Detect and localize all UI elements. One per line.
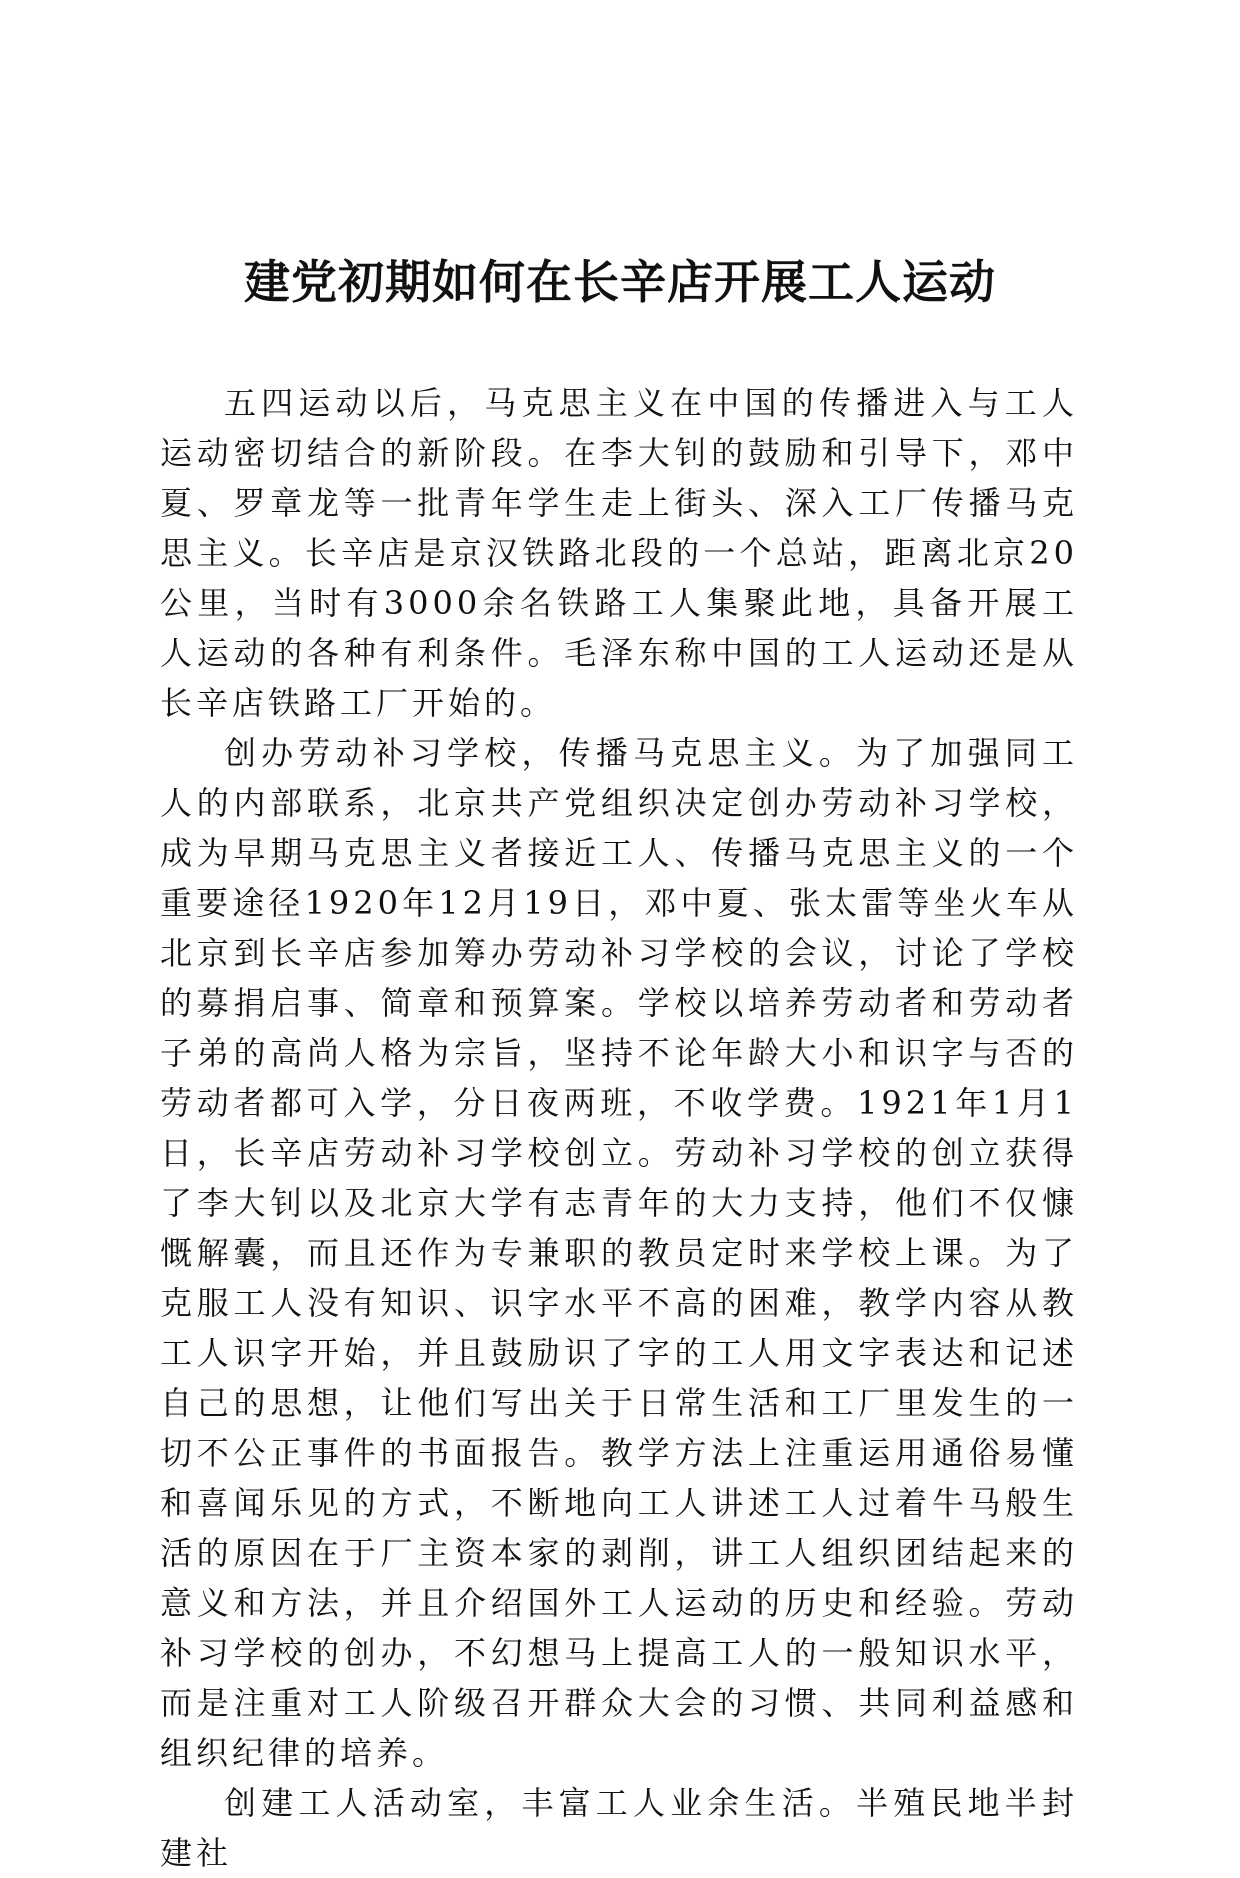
paragraph-labor-school: 创办劳动补习学校，传播马克思主义。为了加强同工人的内部联系，北京共产党组织决定创办劳动补习学校，成为早期马克思主义者接近工人、传播马克思主义的一个重要途径1920年12月19日，邓中夏、张太雷等坐火车从北京到长辛店参加筹办劳动补习学校的会议，讨论了学校的募捐启事、简章和预算案。学校以培养劳动者和劳动者子弟的高尚人格为宗旨，坚持不论年龄大小和识字与否的劳动者都可入学，分日夜两班，不收学费。1921年1月1日，长辛店劳动补习学校创立。劳动补习学校的创立获得了李大钊以及北京大学有志青年的大力支持，他们不仅慷慨解囊，而且还作为专兼职的教员定时来学校上课。为了克服工人没有知识、识字水平不高的困难，教学内容从教工人识字开始，并且鼓励识了字的工人用文字表达和记述自己的思想，让他们写出关于日常生活和工厂里发生的一切不公正事件的书面报告。教学方法上注重运用通俗易懂和喜闻乐见的方式，不断地向工人讲述工人过着牛马般生活的原因在于厂主资本家的剥削，讲工人组织团结起来的意义和方法，并且介绍国外工人运动的历史和经验。劳动补习学校的创办，不幻想马上提高工人的一般知识水平，而是注重对工人阶级召开群众大会的习惯、共同利益感和组织纪律的培养。 [160, 734, 1078, 1772]
document-body [160, 378, 1078, 1878]
document-title: 建党初期如何在长辛店开展工人运动 [244, 255, 996, 309]
paragraph-activity-room: 创建工人活动室，丰富工人业余生活。半殖民地半封建社 [160, 1784, 1078, 1872]
paragraph-intro: 五四运动以后，马克思主义在中国的传播进入与工人运动密切结合的新阶段。在李大钊的鼓励和引导下，邓中夏、罗章龙等一批青年学生走上街头、深入工厂传播马克思主义。长辛店是京汉铁路北段的一个总站，距离北京20公里，当时有3000余名铁路工人集聚此地，具备开展工人运动的各种有利条件。毛泽东称中国的工人运动还是从长辛店铁路工厂开始的。 [160, 384, 1078, 722]
